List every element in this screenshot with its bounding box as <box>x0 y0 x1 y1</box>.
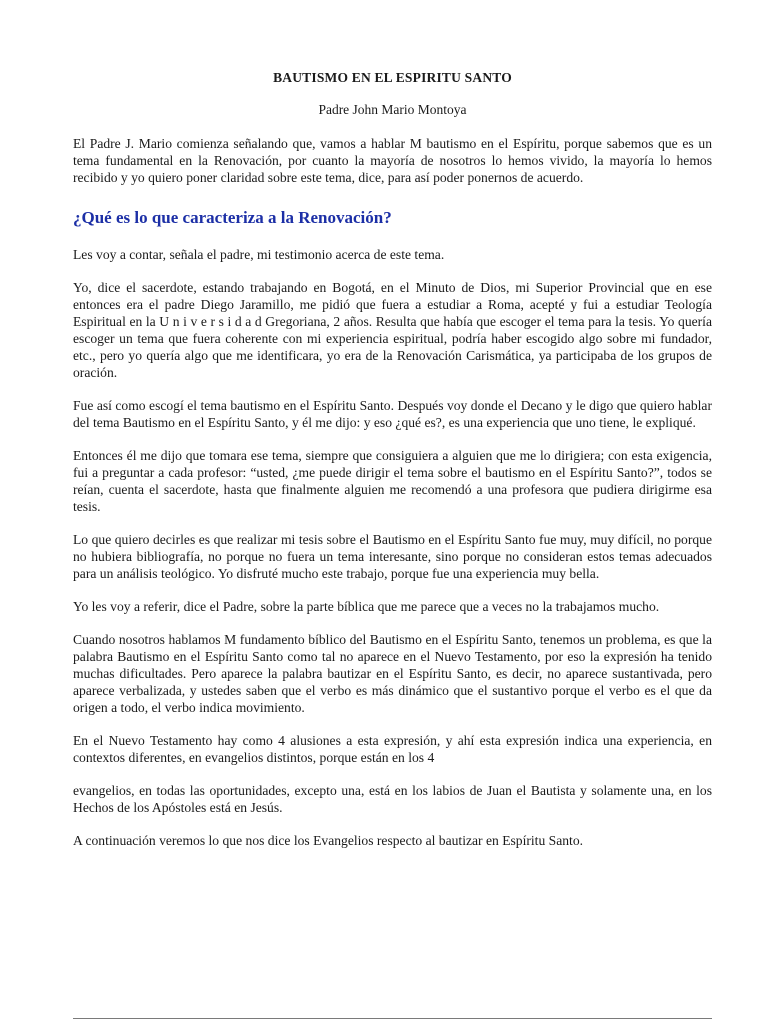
section-heading: ¿Qué es lo que caracteriza a la Renovación? <box>73 208 392 227</box>
body-paragraph: Les voy a contar, señala el padre, mi testimonio acerca de este tema. <box>73 247 445 262</box>
intro-paragraph: El Padre J. Mario comienza señalando que, vamos a hablar M bautismo en el Espíritu, porque sabemos que es un tema fundamental en la Renovación, por cuanto la mayoría de nosotros lo hemos vivido, la mayoría lo hemos recibido y yo quiero poner claridad sobre este tema, dice, para así poder ponernos de acuerdo. <box>73 136 712 185</box>
body-paragraph: Fue así como escogí el tema bautismo en el Espíritu Santo. Después voy donde el Decano y le digo que quiero hablar del tema Bautismo en el Espíritu Santo, y él me dijo: y eso ¿qué es?, es una experiencia que uno tiene, le expliqué. <box>73 398 712 430</box>
body-paragraph: evangelios, en todas las oportunidades, excepto una, está en los labios de Juan el Bautista y solamente una, en los Hechos de los Apóstoles está en Jesús. <box>73 783 712 815</box>
body-paragraph: Yo, dice el sacerdote, estando trabajando en Bogotá, en el Minuto de Dios, mi Superior Provincial que en ese entonces era el padre Diego Jaramillo, me pidió que fuera a estudiar a Roma, acepté y fui a estudiar Teología Espiritual en la U n i v e r s i d a d Gregoriana, 2 años. Resulta que había que escoger el tema para la tesis. Yo quería escoger un tema que fuera coherente con mi experiencia espiritual, podría haber escogido algo sobre mi fundador, etc., pero yo quería algo que me identificara, yo era de la Renovación Carismática, ya participaba de los grupos de oración. <box>73 280 712 380</box>
body-paragraph: Yo les voy a referir, dice el Padre, sobre la parte bíblica que me parece que a veces no la trabajamos mucho. <box>73 599 660 614</box>
document-author: Padre John Mario Montoya <box>318 102 467 117</box>
body-paragraph: En el Nuevo Testamento hay como 4 alusiones a esta expresión, y ahí esta expresión indica una experiencia, en contextos diferentes, en evangelios distintos, porque están en los 4 <box>73 733 712 765</box>
body-paragraph: Lo que quiero decirles es que realizar mi tesis sobre el Bautismo en el Espíritu Santo fue muy, muy difícil, no porque no hubiera bibliografía, no porque no fuera un tema interesante, sino porque no consideran estos temas adecuados para un análisis teológico. Yo disfruté mucho este trabajo, porque fue una experiencia muy bella. <box>73 532 712 581</box>
body-paragraph: Cuando nosotros hablamos M fundamento bíblico del Bautismo en el Espíritu Santo, tenemos un problema, es que la palabra Bautismo en el Espíritu Santo como tal no aparece en el Nuevo Testamento, por eso la expresión ha tenido muchas dificultades. Pero aparece la palabra bautizar en el Espíritu Santo, es decir, no aparece sustantivada, pero aparece verbalizada, y ustedes saben que el verbo es más dinámico que el sustantivo porque el verbo es el que da origen a todo, el verbo indica movimiento. <box>73 632 712 715</box>
body-paragraph: Entonces él me dijo que tomara ese tema, siempre que consiguiera a alguien que me lo dirigiera; con esta exigencia, fui a preguntar a cada profesor: “usted, ¿me puede dirigir el tema sobre el bautismo en el Espíritu Santo?”, todos se reían, cuenta el sacerdote, hasta que finalmente alguien me recomendó a una profesora que pudiera dirigirme esa tesis. <box>73 448 712 514</box>
footer-rule <box>73 1018 712 1019</box>
document-title: BAUTISMO EN EL ESPIRITU SANTO <box>273 70 512 85</box>
body-paragraph: A continuación veremos lo que nos dice los Evangelios respecto al bautizar en Espíritu Santo. <box>73 833 584 848</box>
